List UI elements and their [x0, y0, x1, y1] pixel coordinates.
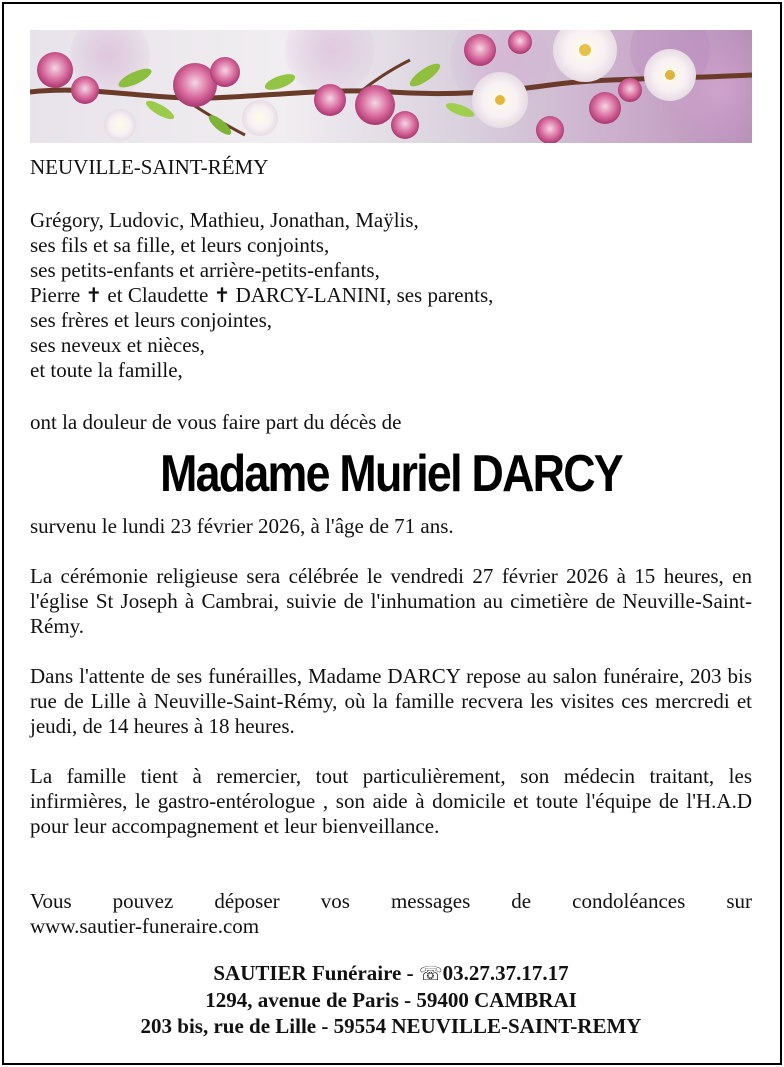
condolences-block [30, 889, 752, 939]
funeral-home-address-2: 203 bis, rue de Lille - 59554 NEUVILLE-SAINT-REMY [140, 1014, 642, 1038]
family-line-parents: Pierre ✝ et Claudette ✝ DARCY-LANINI, ses parents, [30, 283, 494, 307]
ceremony-paragraph: La cérémonie religieuse sera célébrée le vendredi 27 février 2026 à 15 heures, en l'église St Joseph à Cambrai, suivie de l'inhumation au cimetière de Neuville-Saint-Rémy. [30, 564, 752, 638]
funeral-home-phone: 03.27.37.17.17 [442, 961, 569, 985]
condolences-text: Vous pouvez déposer vos messages de condoléances sur [30, 889, 752, 913]
family-line-grandchildren: ses petits-enfants et arrière-petits-enfants, [30, 258, 380, 282]
deceased-name: Madame Muriel DARCY [160, 445, 622, 503]
phone-icon: ☏ [418, 963, 443, 985]
family-line-siblings: ses frères et leurs conjointes, [30, 308, 273, 332]
latin-cross-icon: ✝ [85, 283, 103, 307]
family-line-children-desc: ses fils et sa fille, et leurs conjoints, [30, 233, 330, 257]
funeral-home-name: SAUTIER Funéraire - [213, 961, 414, 985]
thanks-paragraph: La famille tient à remercier, tout particulièrement, son médecin traitant, les infirmières, le gastro-entérologue , son aide à domicile et toute l'équipe de l'H.A.D pour leur accompagnement et leur bienveillance. [30, 764, 752, 838]
death-info: survenu le lundi 23 février 2026, à l'âge de 71 ans. [30, 514, 454, 538]
funeral-home-address-1: 1294, avenue de Paris - 59400 CAMBRAI [205, 988, 577, 1012]
latin-cross-icon: ✝ [213, 283, 231, 307]
blossom-banner-image [30, 30, 752, 143]
family-line-children: Grégory, Ludovic, Mathieu, Jonathan, Maÿlis, [30, 208, 419, 232]
funeral-home-contact [30, 960, 752, 987]
visitation-paragraph: Dans l'attente de ses funérailles, Madame DARCY repose au salon funéraire, 203 bis rue de Lille à Neuville-Saint-Rémy, où la famille recvera les visites ces mercredi et jeudi, de 14 heures à 18 heures. [30, 664, 752, 738]
cherry-blossom-illustration [30, 30, 752, 143]
family-list [30, 208, 752, 383]
funeral-home-footer [30, 960, 752, 1039]
announcement-line: ont la douleur de vous faire part du décès de [30, 410, 402, 434]
family-line-all: et toute la famille, [30, 358, 183, 382]
location-header: NEUVILLE-SAINT-RÉMY [30, 155, 269, 179]
condolences-website: www.sautier-funeraire.com [30, 914, 260, 938]
family-line-nephews: ses neveux et nièces, [30, 333, 205, 357]
